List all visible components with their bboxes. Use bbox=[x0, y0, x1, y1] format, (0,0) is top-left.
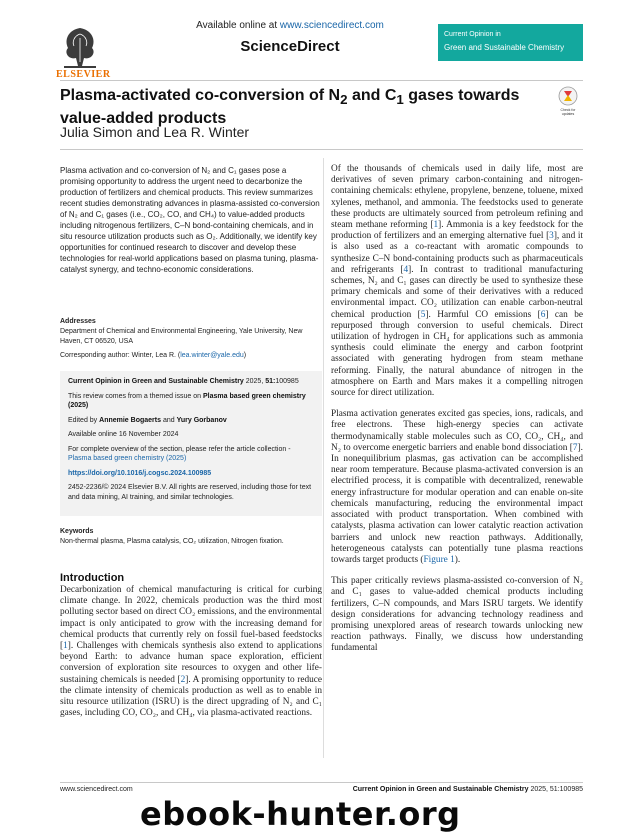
editor-name: Yury Gorbanov bbox=[176, 416, 227, 424]
text-run: Of the thousands of chemicals used in daily life, most are derivatives of seven primary carbon-containing and nitrogen-containing chemicals: ethylene, propylene, benzene, toluene, mixed xylenes, methanol, and ammonia. The feedstocks used to generate these products are ultimately sourced from petroleum refining and steam methane reforming [ bbox=[331, 164, 583, 231]
watermark-text: ebook-hunter.org bbox=[140, 795, 461, 833]
title-part: and C bbox=[347, 87, 397, 104]
reference-link[interactable]: 6 bbox=[540, 309, 546, 320]
journal-line-2: Green and Sustainable Chemistry bbox=[444, 43, 565, 52]
reference-link[interactable]: 4 bbox=[403, 264, 409, 275]
keywords-heading: Keywords bbox=[60, 528, 94, 535]
right-column bbox=[331, 164, 583, 665]
citation-line bbox=[68, 377, 314, 387]
reference-link[interactable]: 7 bbox=[572, 442, 578, 453]
title-divider bbox=[60, 149, 583, 150]
reference-link[interactable]: 1 bbox=[63, 641, 68, 652]
available-prefix: Available online at bbox=[196, 20, 280, 31]
text-run: ). bbox=[454, 554, 461, 565]
title-subscript: 1 bbox=[396, 92, 404, 108]
footer-website: www.sciencedirect.com bbox=[60, 786, 133, 793]
introduction-heading: Introduction bbox=[60, 572, 125, 584]
journal-banner bbox=[438, 24, 583, 61]
footer-divider bbox=[60, 782, 583, 783]
reference-link[interactable]: 5 bbox=[420, 309, 426, 320]
article-authors: Julia Simon and Lea R. Winter bbox=[60, 124, 250, 140]
footer-volume: 2025, 51:100985 bbox=[528, 786, 583, 793]
citation-article: 100985 bbox=[275, 378, 299, 385]
addresses-heading: Addresses bbox=[60, 318, 96, 325]
text-run: ]. Ammonia is a key feedstock for the production of fertilizers and an emerging alternative fuel [ bbox=[331, 220, 583, 242]
text-run: ] can be repurposed through conversion to useful chemicals. Direct utilization of hydrogen in CH₄ for applications such as ammonia synthesis could eliminate the energy and carbon footprint associated with generating hydrogen from steam methane reforming. Finally, the natural abundance of nitrogen in the atmosphere on Earth and Mars makes it a compelling nitrogen source for direct utilization. bbox=[331, 309, 584, 399]
copyright-line: 2452-2236/© 2024 Elsevier B.V. All rights are reserved, including those for text and data mining, AI training, and similar technologies. bbox=[68, 484, 312, 501]
check-for-updates-icon[interactable] bbox=[556, 86, 580, 116]
svg-text:Check for: Check for bbox=[560, 108, 576, 112]
citation-volume: 51: bbox=[265, 378, 276, 385]
right-paragraph-3: This paper critically reviews plasma-assisted co-conversion of N₂ and C₁ gases to value-added chemical products including fertilizers, C–N compounds, and Mars ISRU targets. We identify design considerations for advancing technology readiness and promising unexplored areas of research towards unlocking new reaction pathways. Finally, we discuss how understanding fundamental bbox=[331, 576, 583, 654]
themed-issue-line bbox=[68, 392, 314, 411]
citation-journal: Current Opinion in Green and Sustainable Chemistry bbox=[68, 378, 244, 385]
editors-line bbox=[68, 416, 314, 426]
text-run: ]. Harmful CO emissions [ bbox=[425, 309, 541, 320]
corresponding-author bbox=[60, 352, 322, 359]
text-run: ]. Challenges with chemicals synthesis also extend to applications beyond Earth: to advance human space exploration, efficient conversion of exploration site resources to oxygen and other life-sustaining chemicals is needed [ bbox=[60, 641, 322, 685]
figure-link[interactable]: Figure 1 bbox=[423, 554, 455, 565]
theme-name: Plasma based green chemistry (2025) bbox=[68, 392, 306, 409]
reference-link[interactable]: 1 bbox=[433, 220, 439, 231]
title-subscript: 2 bbox=[340, 92, 348, 108]
addresses-text: Department of Chemical and Environmental Engineering, Yale University, New Haven, CT 06520, USA bbox=[60, 328, 303, 345]
author-email-link[interactable]: lea.winter@yale.edu bbox=[180, 352, 244, 359]
article-info-box bbox=[60, 371, 322, 516]
text-run: ], and it is also used as a co-reactant with aromatic compounds to synthesize C–N bond-containing products such as pharmaceuticals and refrigerants [ bbox=[331, 231, 583, 275]
sciencedirect-link[interactable]: www.sciencedirect.com bbox=[279, 20, 384, 31]
title-part: Plasma-activated co-conversion of N bbox=[60, 87, 341, 104]
footer-journal: Current Opinion in Green and Sustainable Chemistry bbox=[352, 786, 529, 793]
overview-line bbox=[68, 445, 314, 464]
text-run: Plasma activation generates excited gas species, ions, radicals, and free electrons. These high-energy species can activate thermodynamically stable molecules such as CO, CO₂, CH₄, and N₂ to overcome energetic barriers and enable bond dissociation [ bbox=[331, 409, 583, 453]
column-divider bbox=[323, 158, 324, 758]
text-run: ]. In contrast to traditional manufacturing schemes, N₂ and C₁ gases can directly be used to synthesize these primary chemicals and some of their derivatives with a reduced environmental impact. CO₂ utilization can enable carbon-neutral chemical production [ bbox=[331, 264, 583, 320]
article-title bbox=[60, 86, 540, 128]
reference-link[interactable]: 2 bbox=[180, 674, 186, 685]
overview-prefix: For complete overview of the section, please refer the article collection - bbox=[68, 445, 291, 453]
elsevier-tree-logo bbox=[60, 22, 100, 70]
text-run: ]. In nonequilibrium plasmas, gas activation can be accomplished near room temperature. Because plasma-activated conversion is an electrified process, it is compatible with decentralized, renewable energy infrastructure for modular operation and can enable on-site chemicals manufacturing, reducing the environmental impact associated with product transportation. When combined with catalysts, plasma activation can lower catalytic reaction activation barriers and unlock new reaction pathways. Additionally, heterogeneous catalysts can potentially tune plasma reactions towards target products ( bbox=[331, 442, 583, 565]
reference-link[interactable]: 3 bbox=[549, 231, 554, 242]
right-paragraph-2 bbox=[331, 409, 583, 566]
doi-link[interactable]: https://doi.org/10.1016/j.cogsc.2024.100985 bbox=[68, 469, 212, 477]
svg-text:updates: updates bbox=[561, 112, 575, 116]
text-run: ]. A promising opportunity to reduce the climate intensity of chemicals production as well as to enable in situ resource utilization (ISRU) is the direct upgrading of N₂ and C₁ gases, including CO, CO₂, and CH₄, via plasma-activated reactions. bbox=[60, 674, 322, 719]
corresponding-suffix: ) bbox=[243, 352, 247, 359]
header-divider bbox=[60, 80, 583, 81]
title-part: gases towards value-added products bbox=[60, 87, 520, 128]
journal-line-1: Current Opinion in bbox=[444, 31, 501, 38]
doi-line bbox=[68, 469, 314, 479]
edited-and: and bbox=[161, 416, 177, 424]
abstract-text: Plasma activation and co-conversion of N₂ and C₁ gases pose a promising opportunity to address the urgent need to decarbonize the production of fertilizers and chemical products. This review summarizes recent studies demonstrating advances in plasma-assisted co-conversion of N₂ and C₁ gases (i.e., CO₂, CO, and CH₄) to value-added products including nitrogenous fertilizers, C–N bond-containing chemicals, and in situ resource utilization products such as O₂. Additionally, we identify key opportunities for continued research to discover and develop these technologies for real-world applications based on plasma tuning, plasma-catalyst synergy, and techno-economic considerations. bbox=[60, 166, 320, 274]
elsevier-wordmark: ELSEVIER bbox=[56, 69, 111, 80]
edited-prefix: Edited by bbox=[68, 416, 100, 424]
sciencedirect-wordmark: ScienceDirect bbox=[240, 38, 340, 55]
introduction-left-paragraph bbox=[60, 585, 322, 719]
available-online-line bbox=[170, 20, 410, 31]
right-paragraph-1 bbox=[331, 164, 583, 399]
available-online-date: Available online 16 November 2024 bbox=[68, 431, 179, 438]
corresponding-prefix: Corresponding author: Winter, Lea R. ( bbox=[60, 352, 181, 359]
collection-link[interactable]: Plasma based green chemistry (2025) bbox=[68, 455, 187, 462]
text-run: Decarbonization of chemical manufacturing is critical for curbing climate change. In 2022, chemicals production was the third most polluting sector based on direct CO₂ emissions, and the environmental impact is only anticipated to grow with the increasing demand for chemical products that currently rely on fossil fuel-based feedstocks [ bbox=[60, 585, 322, 652]
citation-year: 2025, bbox=[243, 378, 264, 385]
footer-citation bbox=[330, 786, 583, 793]
editor-name: Annemie Bogaerts bbox=[99, 416, 161, 424]
keywords-text: Non-thermal plasma, Plasma catalysis, CO₂ utilization, Nitrogen fixation. bbox=[60, 538, 284, 545]
theme-prefix: This review comes from a themed issue on bbox=[68, 392, 203, 400]
